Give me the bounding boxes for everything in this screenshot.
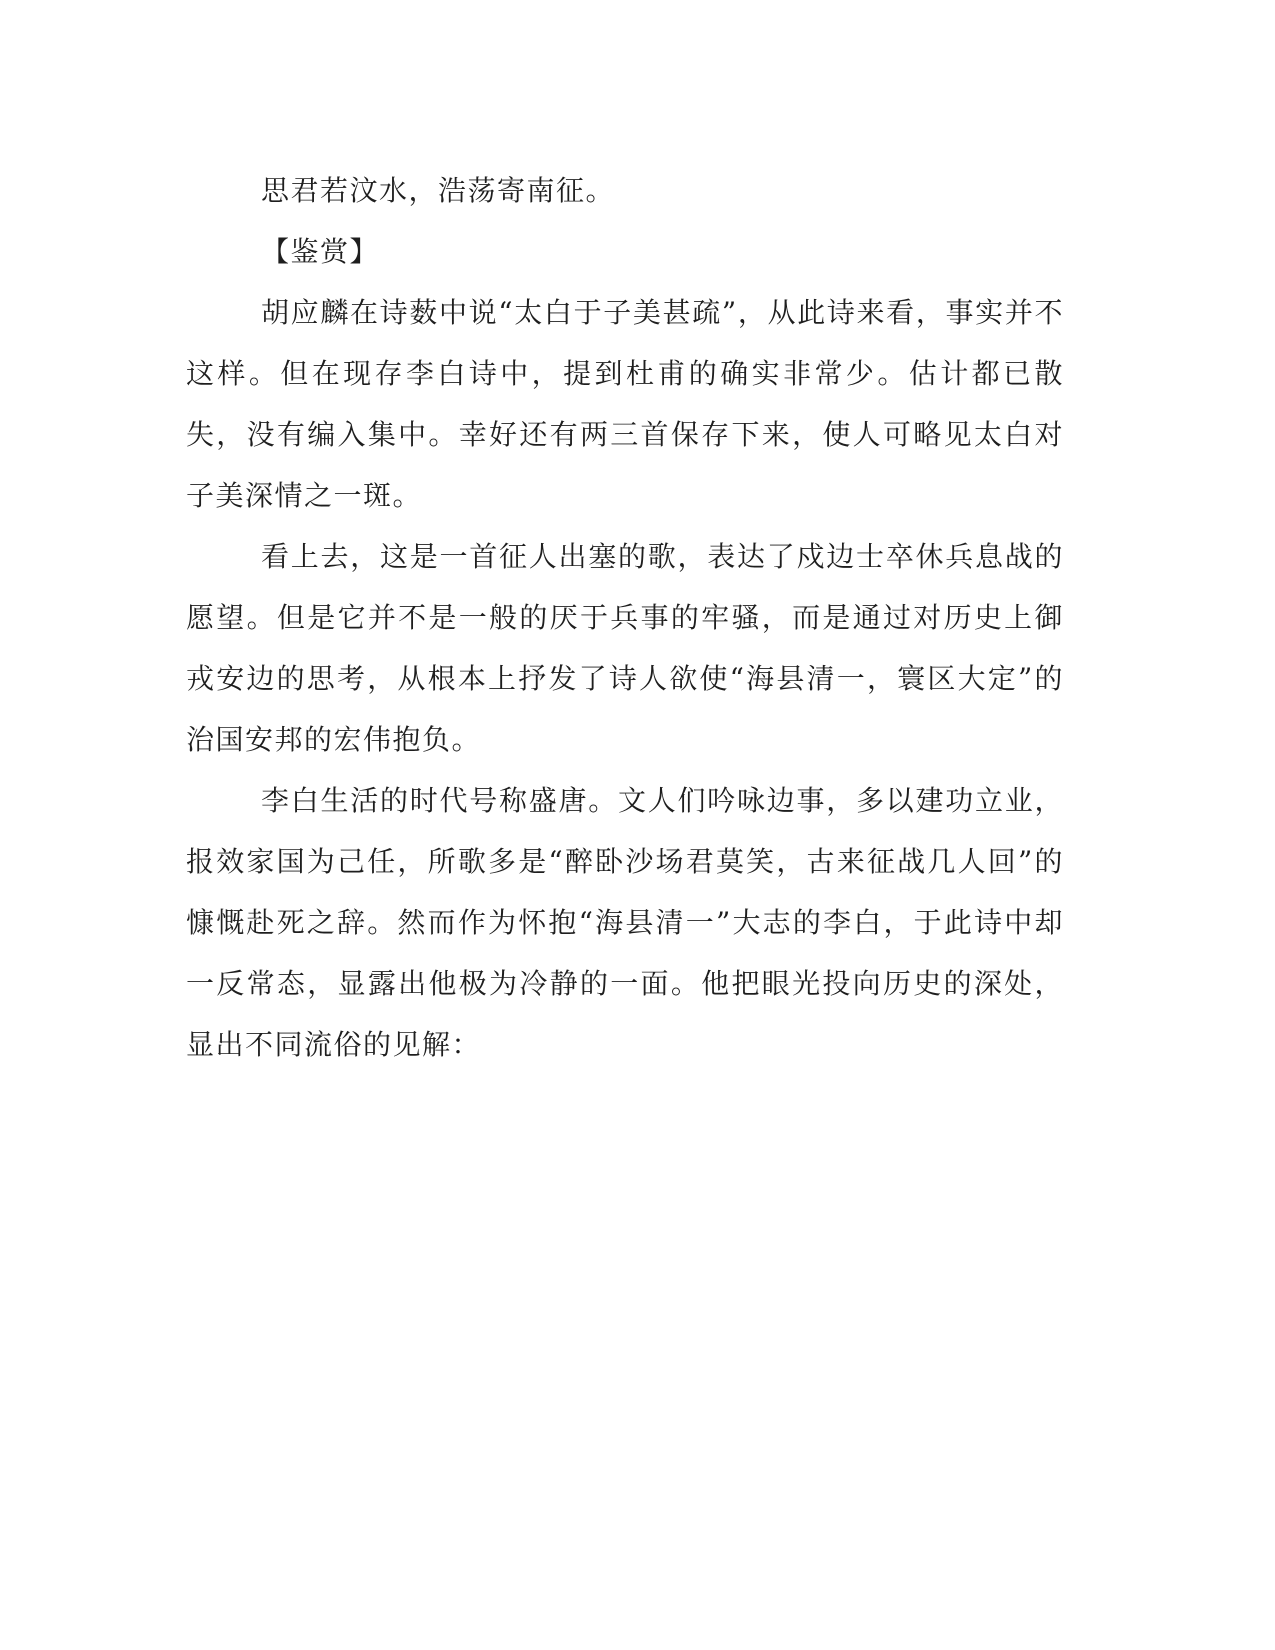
- body-paragraph-3: 李白生活的时代号称盛唐。文人们吟咏边事，多以建功立业，报效家国为己任，所歌多是“醉卧沙场君莫笑，古来征战几人回”的慷慨赴死之辞。然而作为怀抱“海县清一”大志的李白，于此诗中却一反常态，显露出他极为冷静的一面。他把眼光投向历史的深处，显出不同流俗的见解：: [186, 784, 1064, 1061]
- section-heading: 【鉴赏】: [261, 235, 380, 268]
- body-paragraph-1: 胡应麟在诗薮中说“太白于子美甚疏”，从此诗来看，事实并不这样。但在现存李白诗中，提到杜甫的确实非常少。估计都已散失，没有编入集中。幸好还有两三首保存下来，使人可略见太白对子美深情之一斑。: [186, 296, 1064, 512]
- body-paragraph-2: 看上去，这是一首征人出塞的歌，表达了戍边士卒休兵息战的愿望。但是它并不是一般的厌于兵事的牢骚，而是通过对历史上御戎安边的思考，从根本上抒发了诗人欲使“海县清一，寰区大定”的治国安邦的宏伟抱负。: [186, 540, 1064, 756]
- poem-line: 思君若汶水，浩荡寄南征。: [261, 174, 616, 207]
- document-body: [186, 160, 1064, 1075]
